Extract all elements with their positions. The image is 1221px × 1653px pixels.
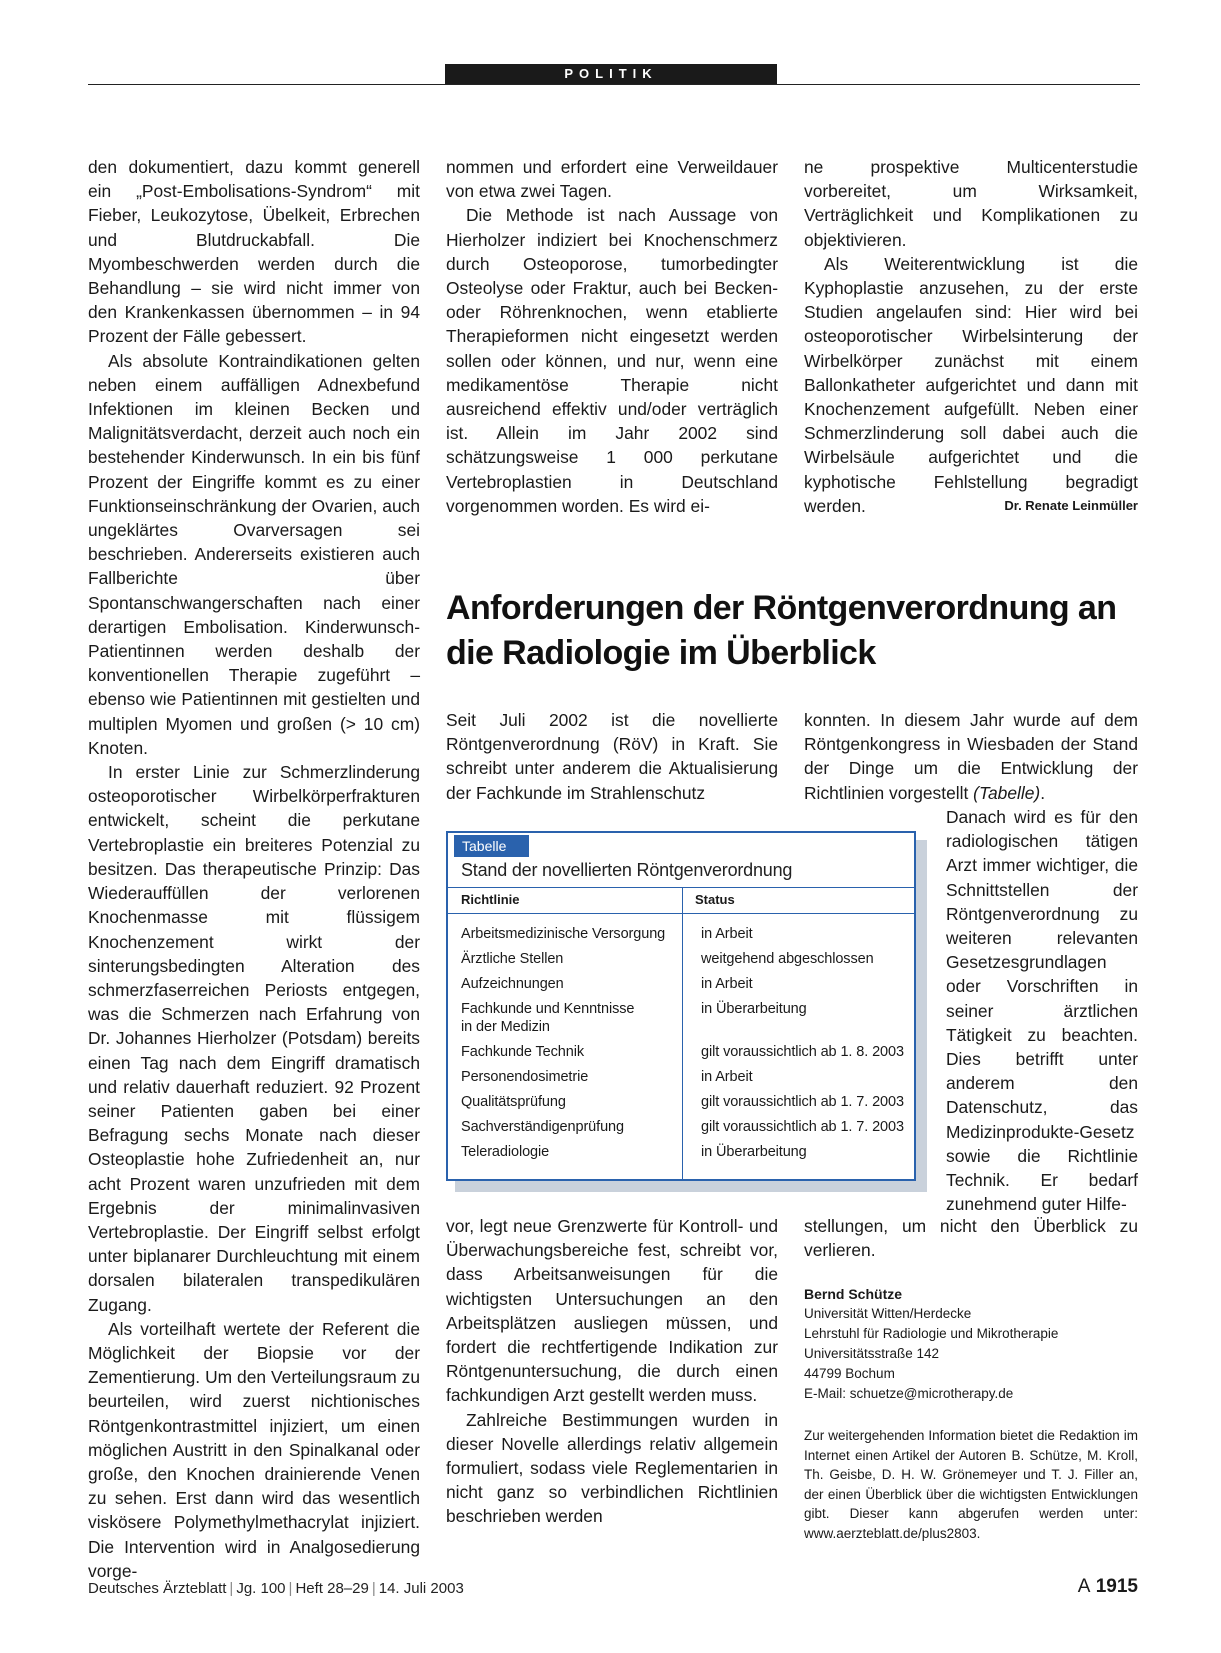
table-cell: in Überarbeitung xyxy=(701,1001,807,1017)
paragraph: vor, legt neue Grenzwerte für Kontroll- und Überwachungsbereiche fest, schreibt vor, dass Arbeitsanweisungen für die wichtigsten Untersuchungen an den Arbeitsplätzen ausliegen müssen, und fordert die rechtfertigende Indikation zur Röntgenuntersuchung, die durch einen fachkundigen Arzt gestellt werden muss. xyxy=(446,1216,778,1406)
affiliation-line: Universitätsstraße 142 xyxy=(804,1346,940,1362)
affiliation-line: Universität Witten/Herdecke xyxy=(804,1306,972,1322)
article-headline: Anforderungen der Röntgenverordnung an die Radiologie im Überblick xyxy=(446,589,1117,672)
article1-column-2 xyxy=(446,155,778,518)
table-rule xyxy=(448,887,914,888)
affiliation-line: 44799 Bochum xyxy=(804,1366,895,1382)
status-table xyxy=(446,831,916,1181)
table-tag: Tabelle xyxy=(454,835,529,857)
author-signature: Dr. Renate Leinmüller xyxy=(1004,497,1138,513)
section-label: POLITIK xyxy=(445,64,777,84)
article2-column-3-wrap xyxy=(946,805,1138,1216)
page-number-value: 1915 xyxy=(1095,1576,1138,1597)
table-cell: Fachkunde Technik xyxy=(461,1044,584,1060)
page-number xyxy=(1078,1576,1138,1598)
paragraph: Als vorteilhaft wertete der Referent die Möglichkeit der Biopsie vor der Zementierung. Um den Verteilungsraum zu beurteilen, wird zuerst nichtionisches Röntgenkontrastmittel injiziert, um einen möglichen Austritt in den Spinalkanal oder große, den Knochen drainierende Venen zu sehen. Erst dann wird das wesentlich viskösere Polymethylmethacrylat injiziert. Die Intervention wird in Analgosedierung vorge- xyxy=(88,1318,420,1581)
table-cell: in Arbeit xyxy=(701,1069,753,1085)
article2-column-3-top xyxy=(804,708,1138,805)
table-row xyxy=(448,925,914,943)
table-cell: gilt voraussichtlich ab 1. 8. 2003 xyxy=(701,1044,904,1060)
paragraph-text: Als Weiterentwicklung ist die Kyphoplastie anzusehen, zu der erste Studien angelaufen sind: Hier wird bei osteoporotischer Wirbelsinterung der Wirbelkörper zunächst mit einem Ballonkatheter aufgerichtet und dann mit Knochenzement aufgefüllt. Neben einer Schmerzlinderung soll dabei auch die Wirbelsäule aufgerichtet und die kyphotische Fehlstellung begradigt werden. xyxy=(804,253,1138,516)
author-name: Bernd Schütze xyxy=(804,1286,903,1303)
table-cell: Ärztliche Stellen xyxy=(461,951,564,967)
table-title: Stand der novellierten Röntgenverordnung xyxy=(461,860,793,880)
table-cell: weitgehend abgeschlossen xyxy=(701,951,874,967)
table-rule xyxy=(448,913,914,914)
affiliation-line: Lehrstuhl für Radiologie und Mikrotherapie xyxy=(804,1326,1059,1342)
paragraph: Danach wird es für den radiologischen tätigen Arzt immer wichtiger, die Schnittstellen der Röntgenverordnung zu weiteren relevanten Gesetzesgrundlagen oder Vorschriften in seiner ärztlichen Tätigkeit zu beachten. Dies betrifft unter anderem den Datenschutz, das Medizinprodukte-Gesetz sowie die Richtlinie Technik. Er bedarf zunehmend guter Hilfe- xyxy=(946,807,1138,1215)
paragraph: nommen und erfordert eine Verweildauer von etwa zwei Tagen. xyxy=(446,157,778,202)
issue-date: 14. Juli 2003 xyxy=(378,1580,464,1597)
page-footer: Deutsches Ärzteblatt | Jg. 100 | Heft 28–29 | 14. Juli 2003 xyxy=(88,1580,464,1597)
table-cell: Arbeitsmedizinische Versorgung xyxy=(461,926,666,942)
paragraph xyxy=(804,708,1138,805)
volume: Jg. 100 xyxy=(236,1580,286,1597)
header-rule xyxy=(88,84,1140,85)
article1-column-1 xyxy=(88,155,420,1583)
article2-column-2-top xyxy=(446,708,778,805)
author-affiliation xyxy=(804,1284,1138,1404)
table-header-richtlinie: Richtlinie xyxy=(461,892,520,907)
affiliation-email: E-Mail: schuetze@microtherapy.de xyxy=(804,1386,1014,1402)
paragraph: Zahlreiche Bestimmungen wurden in dieser Novelle allerdings relativ allgemein formuliert, sodass viele Reglementarien in nicht ganz so verbindlichen Richtlinien beschrieben werden xyxy=(446,1409,778,1527)
table-body xyxy=(448,925,914,1168)
table-reference: (Tabelle) xyxy=(973,782,1041,803)
article2-column-2-bottom xyxy=(446,1214,778,1529)
paragraph: ne prospektive Multicenterstudie vorbereitet, um Wirksamkeit, Verträglichkeit und Komplikationen zu objektivieren. xyxy=(804,157,1138,250)
table-row xyxy=(448,1118,914,1136)
paragraph: Als absolute Kontraindikationen gelten neben einem auffälligen Adnexbefund Infektionen im kleinen Becken und Malignitätsverdacht, derzeit auch noch ein bestehender Kinderwunsch. In ein bis fünf Prozent der Eingriffe kommt es zu einer Funktionseinschränkung der Ovarien, auch ungeklärtes Ovarversagen sei beschrieben. Andererseits existieren auch Fallberichte über Spontanschwangerschaften nach einer derartigen Embolisation. Kinderwunsch-Patientinnen werden deshalb der konventionellen Therapie zugeführt – ebenso wie Patientinnen mit gestielten und multiplen Myomen und großen (> 10 cm) Knoten. xyxy=(88,350,420,758)
table-row xyxy=(448,1000,914,1036)
journal-name: Deutsches Ärzteblatt xyxy=(88,1580,227,1597)
table-cell: Sachverständigenprüfung xyxy=(461,1119,624,1135)
article1-column-3 xyxy=(804,155,1138,518)
table-cell: Qualitätsprüfung xyxy=(461,1094,566,1110)
table-row xyxy=(448,1068,914,1086)
editorial-note: Zur weitergehenden Information bietet die Redaktion im Internet einen Artikel der Autoren B. Schütze, M. Kroll, Th. Geisbe, D. H. W. Grönemeyer und T. J. Filler an, der einen Überblick über die wichtigsten Entwicklungen gibt. Dieser kann abgerufen werden unter: www.aerzteblatt.de/plus2803. xyxy=(804,1428,1138,1541)
table-cell: Aufzeichnungen xyxy=(461,976,564,992)
paragraph: In erster Linie zur Schmerzlinderung osteoporotischer Wirbelkörperfrakturen entwickelt, scheint die perkutane Vertebroplastie ein breiteres Potenzial zu besitzen. Das therapeutische Prinzip: Das Wiederauffüllen der verlorenen Knochenmasse mit flüssigem Knochenzement wirkt der sinterungsbedingten Alteration des schmerzfaserreichen Periosts entgegen, was die Schmerzen nach Erfahrung von Dr. Johannes Hierholzer (Potsdam) bereits einen Tag nach dem Eingriff dramatisch und relativ dauerhaft reduziert. 92 Prozent seiner Patienten gaben bei einer Befragung sechs Monate nach dieser Osteoplastie hohe Zufriedenheit an, nur acht Prozent waren unzufrieden mit dem Ergebnis der minimalinvasiven Vertebroplastie. Der Eingriff selbst erfolgt unter biplanarer Durchleuchtung mit einem dorsalen bilateralen transpedikulären Zugang. xyxy=(88,762,420,1315)
table-header-status: Status xyxy=(695,892,735,907)
table-row xyxy=(448,975,914,993)
table-cell: gilt voraussichtlich ab 1. 7. 2003 xyxy=(701,1119,904,1135)
article2-column-3-bottom xyxy=(804,1214,1138,1543)
table-cell: gilt voraussichtlich ab 1. 7. 2003 xyxy=(701,1094,904,1110)
table-cell: Fachkunde und Kenntnisse in der Medizin xyxy=(461,1001,635,1035)
issue: Heft 28–29 xyxy=(295,1580,369,1597)
table-row xyxy=(448,1043,914,1061)
page-prefix: A xyxy=(1077,1576,1091,1597)
paragraph: Seit Juli 2002 ist die novellierte Röntgenverordnung (RöV) in Kraft. Sie schreibt unter anderem die Aktualisierung der Fachkunde im Strahlenschutz xyxy=(446,710,778,803)
table-cell: Personendosimetrie xyxy=(461,1069,589,1085)
paragraph: den dokumentiert, dazu kommt generell ein „Post-Embolisations-Syndrom“ mit Fieber, Leukozytose, Übelkeit, Erbrechen und Blutdruckabfall. Die Myombeschwerden werden durch die Behandlung – sie wird nicht immer von den Krankenkassen übernommen – in 94 Prozent der Fälle gebessert. xyxy=(88,157,420,347)
paragraph: stellungen, um nicht den Überblick zu verlieren. xyxy=(804,1216,1138,1261)
table-cell: Teleradiologie xyxy=(461,1144,550,1160)
table-cell: in Überarbeitung xyxy=(701,1144,807,1160)
table-cell: in Arbeit xyxy=(701,926,753,942)
table-row xyxy=(448,1093,914,1111)
table-row xyxy=(448,950,914,968)
table-row xyxy=(448,1143,914,1161)
paragraph-text: konnten. In diesem Jahr wurde auf dem Röntgenkongress in Wiesbaden der Stand der Dinge um die Entwicklung der Richtlinien vorgestellt xyxy=(804,710,1138,803)
table-cell: in Arbeit xyxy=(701,976,753,992)
paragraph: Die Methode ist nach Aussage von Hierholzer indiziert bei Knochenschmerz durch Osteoporose, tumorbedingter Osteolyse oder Fraktur, auch bei Becken- oder Röhrenknochen, wenn etablierte Therapieformen nicht eingesetzt werden sollen oder können, und nur, wenn eine medikamentöse Therapie nicht ausreichend effektiv und/oder verträglich ist. Allein im Jahr 2002 sind schätzungsweise 1 000 perkutane Vertebroplastien in Deutschland vorgenommen worden. Es wird ei- xyxy=(446,205,778,516)
paragraph-text: . xyxy=(1040,782,1046,803)
paragraph xyxy=(804,252,1138,518)
